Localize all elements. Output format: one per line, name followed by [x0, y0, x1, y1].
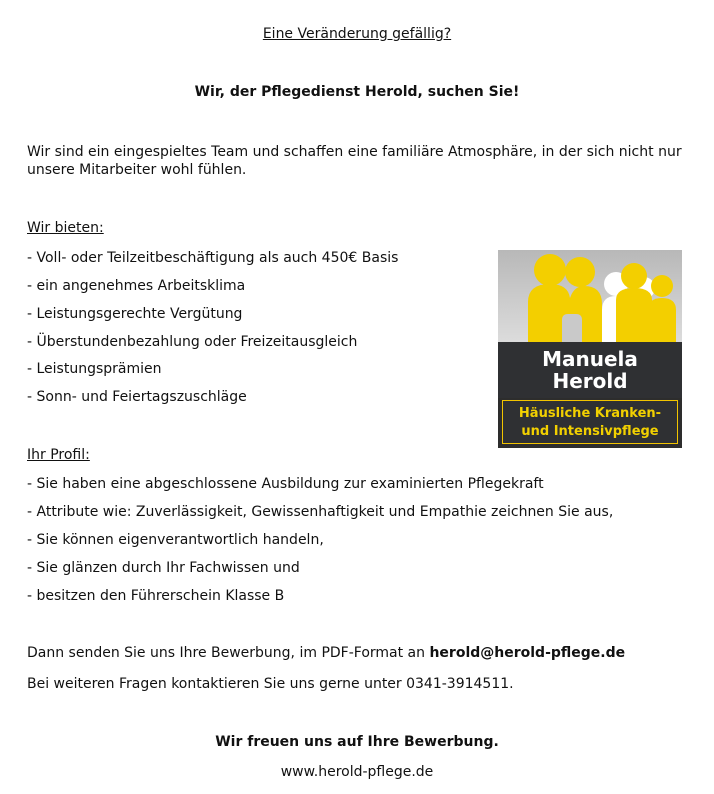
logo-subtitle-line2: und Intensivpflege [521, 424, 659, 439]
email-link[interactable]: herold@herold-pflege.de [429, 645, 626, 661]
profile-item: - Sie haben eine abgeschlossene Ausbildung zur examinierten Pflegekraft [27, 476, 544, 492]
headline: Eine Veränderung gefällig? [262, 26, 452, 42]
logo-figures [498, 250, 682, 342]
logo-subtitle-line1: Häusliche Kranken- [518, 406, 662, 421]
tagline: Wir, der Pflegedienst Herold, suchen Sie! [194, 84, 520, 100]
closing-text: Wir freuen uns auf Ihre Bewerbung. [215, 734, 499, 750]
profile-item: - besitzen den Führerschein Klasse B [27, 588, 285, 604]
profile-item: - Attribute wie: Zuverlässigkeit, Gewissenhaftigkeit und Empathie zeichnen Sie aus, [27, 504, 614, 520]
offer-item: - Überstundenbezahlung oder Freizeitausgleich [27, 334, 358, 350]
offer-item: - Leistungsgerechte Vergütung [27, 306, 243, 322]
logo-name-block [498, 342, 682, 398]
logo-subtitle-block [502, 400, 678, 444]
offer-item: - Leistungsprämien [27, 361, 162, 377]
offer-item: - Sonn- und Feiertagszuschläge [27, 389, 247, 405]
application-text: Dann senden Sie uns Ihre Bewerbung, im PDF-Format an [27, 645, 430, 661]
offer-heading: Wir bieten: [27, 220, 104, 236]
logo-name-line2: Herold [552, 369, 628, 393]
offer-item: - ein angenehmes Arbeitsklima [27, 278, 246, 294]
profile-item: - Sie glänzen durch Ihr Fachwissen und [27, 560, 300, 576]
family-figures-icon [498, 250, 682, 342]
application-line [27, 645, 625, 661]
questions-line: Bei weiteren Fragen kontaktieren Sie uns gerne unter 0341-3914511. [27, 676, 514, 692]
profile-heading: Ihr Profil: [27, 447, 90, 463]
website-link[interactable]: www.herold-pflege.de [280, 764, 434, 780]
company-logo [498, 250, 682, 448]
intro-text: Wir sind ein eingespieltes Team und schaffen eine familiäre Atmosphäre, in der sich nicht nur unsere Mitarbeiter wohl fühlen. [27, 144, 682, 178]
offer-item: - Voll- oder Teilzeitbeschäftigung als auch 450€ Basis [27, 250, 399, 266]
profile-item: - Sie können eigenverantwortlich handeln, [27, 532, 324, 548]
logo-name-line1: Manuela [542, 347, 638, 371]
